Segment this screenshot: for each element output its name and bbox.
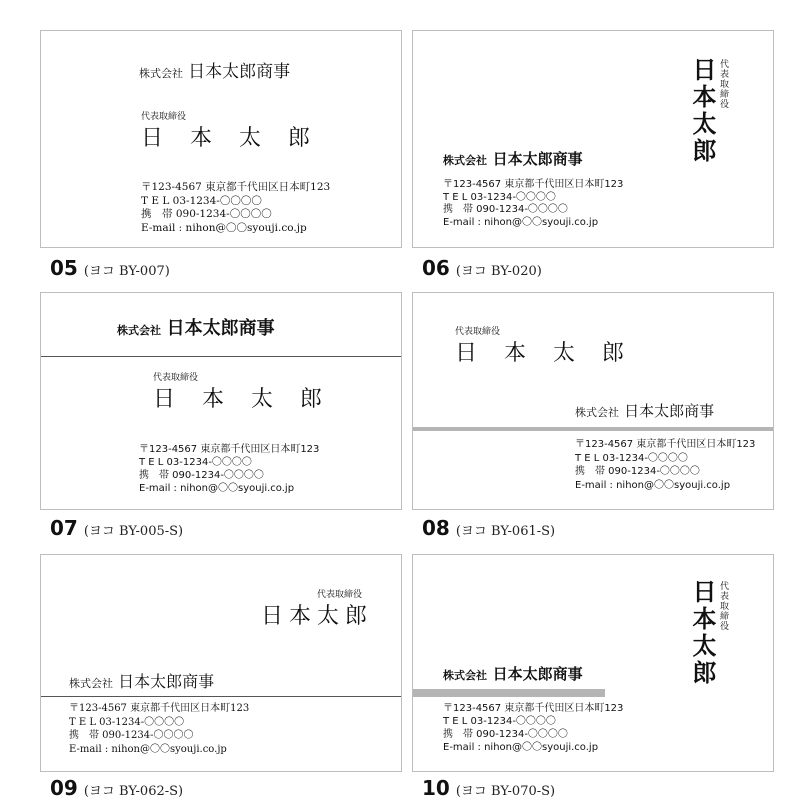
mobile: 携 帯 090-1234-〇〇〇〇 [141,208,272,220]
mobile: 携 帯 090-1234-〇〇〇〇 [443,204,568,215]
company-name: 日本太郎商事 [492,665,583,683]
address: 〒123-4567 東京都千代田区日本町123 [443,703,624,714]
divider-rule [413,427,773,431]
mobile: 携 帯 090-1234-〇〇〇〇 [69,730,194,741]
contact-block [69,702,249,756]
contact-block [443,702,623,754]
role-title: 代表取締役 [153,373,199,383]
company [443,666,583,682]
contact-block [443,179,623,229]
email: E-mail : nihon@〇〇syouji.co.jp [443,742,599,753]
card-code: (ヨコ BY-070-S) [455,784,556,799]
company-prefix: 株式会社 [69,677,113,690]
tel: T E L 03-1234-〇〇〇〇 [141,194,262,207]
company-prefix: 株式会社 [117,324,161,337]
address: 〒123-4567 東京都千代田区日本町123 [575,439,756,450]
address: 〒123-4567 東京都千代田区日本町123 [139,444,320,455]
address: 〒123-4567 東京都千代田区日本町123 [69,703,250,714]
company [139,64,290,81]
card-number: 05 [50,256,78,280]
person-name: 日本太郎 [261,604,374,629]
caption-10 [422,776,555,800]
tel: T E L 03-1234-〇〇〇〇 [139,457,252,468]
card-number: 07 [50,516,78,540]
contact-block [141,181,330,235]
person-name: 日 本 太 郎 [153,387,332,412]
role-title: 代表取締役 [141,112,187,122]
card-code: (ヨコ BY-061-S) [455,524,556,539]
company [575,403,714,419]
role-title-vertical: 代表取締役 [718,59,728,109]
address: 〒123-4567 東京都千代田区日本町123 [443,179,624,190]
caption-05 [50,256,170,280]
card-number: 09 [50,776,78,800]
company-name: 日本太郎商事 [624,402,715,420]
email: E-mail : nihon@〇〇syouji.co.jp [443,216,599,228]
mobile: 携 帯 090-1234-〇〇〇〇 [139,470,264,481]
divider-rule [41,356,401,357]
role-title: 代表取締役 [455,327,501,337]
caption-07 [50,516,183,540]
card-number: 10 [422,776,450,800]
contact-block [575,438,755,492]
business-card-10[interactable] [412,554,774,772]
mobile: 携 帯 090-1234-〇〇〇〇 [575,466,700,477]
card-number: 08 [422,516,450,540]
company-prefix: 株式会社 [575,406,619,419]
caption-08 [422,516,555,540]
business-card-08[interactable] [412,292,774,510]
tel: T E L 03-1234-〇〇〇〇 [69,716,185,728]
contact-block [139,443,319,495]
tel: T E L 03-1234-〇〇〇〇 [443,716,556,727]
company-name: 日本太郎商事 [188,62,291,82]
divider-bar [413,689,605,697]
company-prefix: 株式会社 [443,669,487,682]
person-name-vertical: 日本太郎 [688,579,717,687]
company-name: 日本太郎商事 [118,672,215,691]
person-name-vertical: 日本太郎 [688,57,717,165]
card-number: 06 [422,256,450,280]
card-code: (ヨコ BY-062-S) [83,784,184,799]
email: E-mail : nihon@〇〇syouji.co.jp [69,743,227,755]
mobile: 携 帯 090-1234-〇〇〇〇 [443,729,568,740]
divider-rule [41,696,401,697]
company [117,320,275,338]
person-name: 日 本 太 郎 [455,341,634,366]
company [69,674,214,690]
email: E-mail : nihon@〇〇syouji.co.jp [139,483,295,494]
role-title: 代表取締役 [317,590,363,600]
role-title-vertical: 代表取締役 [718,581,728,631]
company-name: 日本太郎商事 [166,318,275,339]
business-card-09[interactable] [40,554,402,772]
company-prefix: 株式会社 [443,154,487,167]
email: E-mail : nihon@〇〇syouji.co.jp [575,479,731,491]
company-prefix: 株式会社 [139,67,183,80]
card-code: (ヨコ BY-005-S) [83,524,184,539]
business-card-07[interactable] [40,292,402,510]
caption-09 [50,776,183,800]
email: E-mail : nihon@〇〇syouji.co.jp [141,221,307,234]
tel: T E L 03-1234-〇〇〇〇 [575,452,688,464]
company-name: 日本太郎商事 [492,150,583,168]
card-code: (ヨコ BY-007) [83,264,170,279]
business-card-05[interactable] [40,30,402,248]
address: 〒123-4567 東京都千代田区日本町123 [141,181,331,193]
tel: T E L 03-1234-〇〇〇〇 [443,191,556,203]
company [443,151,583,167]
person-name: 日 本 太 郎 [141,126,320,151]
business-card-06[interactable] [412,30,774,248]
card-code: (ヨコ BY-020) [455,264,542,279]
caption-06 [422,256,542,280]
